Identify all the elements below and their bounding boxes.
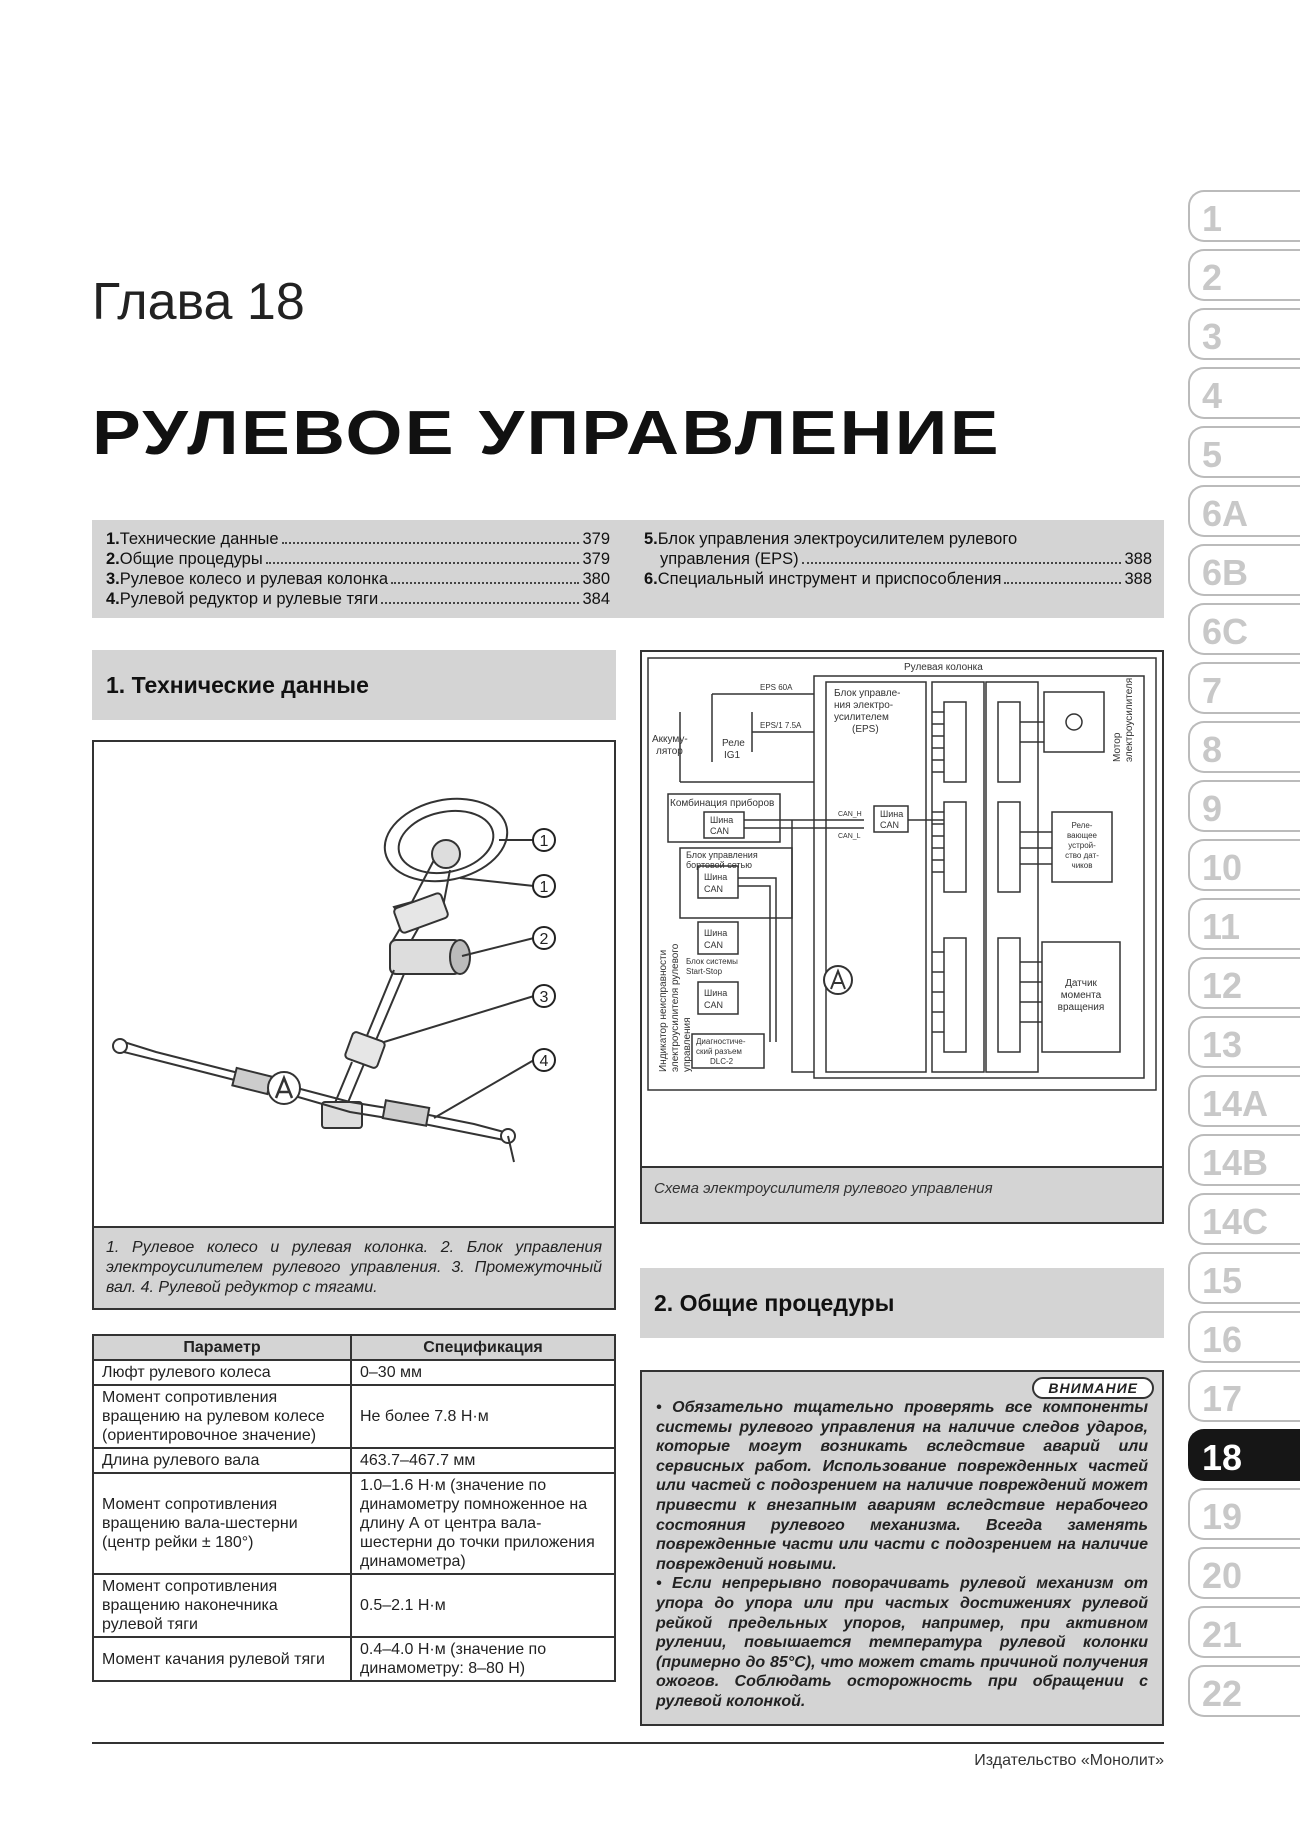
toc-item[interactable]: 5. Блок управления электроусилителем рулевого xyxy=(644,530,1018,548)
table-row: Момент сопротивления вращению наконечника рулевой тяги 0.5–2.1 Н·м xyxy=(93,1574,615,1637)
callout-3-label: 3 xyxy=(539,989,549,1006)
label-can-4: CAN xyxy=(704,1000,724,1010)
chapter-tab[interactable]: 13 xyxy=(1188,1016,1300,1068)
chapter-tab[interactable]: 8 xyxy=(1188,721,1300,773)
label-resolver-2: вающее xyxy=(1067,831,1097,840)
label-battery-2: лятор xyxy=(656,746,683,757)
chapter-tab[interactable]: 14A xyxy=(1188,1075,1300,1127)
label-bus-4: Шина xyxy=(704,988,728,998)
chapter-tab[interactable]: 1 xyxy=(1188,190,1300,242)
label-motor-2: электроусилителя xyxy=(1124,677,1135,762)
label-bus-1: Шина xyxy=(710,815,734,825)
label-motor-1: Мотор xyxy=(1112,732,1123,762)
label-resolver-4: ство дат- xyxy=(1065,851,1099,860)
label-bus-2: Шина xyxy=(704,872,728,882)
table-row: Длина рулевого вала 463.7–467.7 мм xyxy=(93,1448,615,1473)
table-row: Момент сопротивления вращению на рулевом колесе (ориентировочное значение) Не более 7.8 Н·м xyxy=(93,1385,615,1448)
section-heading-technical-data: 1. Технические данные xyxy=(92,650,616,720)
toc-item[interactable]: 6. Специальный инструмент и приспособления 388 xyxy=(644,570,1152,588)
toc-item[interactable]: 3. Рулевое колесо и рулевая колонка 380 xyxy=(106,570,610,588)
label-instrument-cluster: Комбинация приборов xyxy=(670,798,775,809)
monolit-logo-icon xyxy=(824,966,852,994)
label-eps-block-2: ния электро- xyxy=(834,700,894,711)
figure1-caption: 1. Рулевое колесо и рулевая колонка. 2. Блок управления электроусилителем рулевого управления. 3. Промежуточный вал. 4. Рулевой редуктор с тягами. xyxy=(92,1228,616,1310)
label-torque-3: вращения xyxy=(1057,1002,1105,1013)
label-bus-eps: Шина xyxy=(880,809,904,819)
label-fuse-1: EPS 60A xyxy=(760,683,793,692)
eps-wiring-diagram xyxy=(640,650,1164,1168)
chapter-tab[interactable]: 14B xyxy=(1188,1134,1300,1186)
chapter-tab[interactable]: 5 xyxy=(1188,426,1300,478)
label-resolver-5: чиков xyxy=(1071,861,1093,870)
label-bcm-1: Блок управления xyxy=(686,850,758,860)
callout-1a-label: 1 xyxy=(539,833,549,850)
label-relay-1: Реле xyxy=(722,738,745,749)
eps-wiring-drawing xyxy=(642,652,1162,1166)
callout-1b-label: 1 xyxy=(539,879,549,896)
table-row: Люфт рулевого колеса 0–30 мм xyxy=(93,1360,615,1385)
label-bus-3: Шина xyxy=(704,928,728,938)
chapter-tab[interactable]: 21 xyxy=(1188,1606,1300,1658)
table-header-row xyxy=(93,1335,615,1360)
figure2-caption: Схема электроусилителя рулевого управления xyxy=(640,1168,1164,1224)
chapter-tab[interactable]: 7 xyxy=(1188,662,1300,714)
chapter-tab[interactable]: 2 xyxy=(1188,249,1300,301)
chapter-tab[interactable]: 4 xyxy=(1188,367,1300,419)
label-can-h: CAN_H xyxy=(838,811,862,818)
toc-item[interactable]: 2. Общие процедуры 379 xyxy=(106,550,610,568)
spec-table xyxy=(92,1334,616,1682)
chapter-tab[interactable]: 12 xyxy=(1188,957,1300,1009)
label-indicator-2: электроусилителя рулевого xyxy=(670,943,681,1072)
callout-4-label: 4 xyxy=(539,1053,549,1070)
warning-paragraph-2: • Если непрерывно поворачивать рулевой механизм от упора до упора или при частых достижениях рулевой рейкой предельных упоров, например, при активном рулении, повышается температура рулевой колонки (примерно до 85°C), что может стать причиной получения ожогов. Соблюдать осторожность при обращении с рулевой колонкой. xyxy=(656,1575,1148,1710)
label-torque-2: момента xyxy=(1060,990,1102,1001)
label-start-stop-1: Блок системы xyxy=(686,957,738,966)
chapter-tab[interactable]: 22 xyxy=(1188,1665,1300,1717)
chapter-tab[interactable]: 14C xyxy=(1188,1193,1300,1245)
chapter-tab-active[interactable]: 18 xyxy=(1188,1429,1300,1481)
label-can-eps: CAN xyxy=(880,820,900,830)
toc-item[interactable]: 4. Рулевой редуктор и рулевые тяги 384 xyxy=(106,590,610,608)
label-indicator-1: Индикатор неисправности xyxy=(658,949,669,1072)
monolit-logo-icon xyxy=(268,1072,300,1104)
chapter-tab[interactable]: 19 xyxy=(1188,1488,1300,1540)
chapter-tab[interactable]: 6A xyxy=(1188,485,1300,537)
chapter-tabs xyxy=(1188,190,1300,1724)
warning-paragraph-1: • Обязательно тщательно проверять все компоненты системы рулевого управления на наличие следов ударов, которые могут возникать вследствие аварий или сервисных работ. Использование поврежденных частей или частей с подозрением на наличие повреждений может привести к внезапным авариям вследствие нерабочего состояния рулевого механизма. Всегда заменять поврежденные части или части с подозрением на наличие повреждений новыми. xyxy=(656,1399,1148,1573)
label-resolver-3: устрой- xyxy=(1068,841,1096,850)
chapter-tab[interactable]: 10 xyxy=(1188,839,1300,891)
label-torque-1: Датчик xyxy=(1065,978,1097,989)
label-indicator-3: управления xyxy=(682,1017,693,1072)
label-eps-block-3: усилителем xyxy=(834,712,889,723)
label-start-stop-2: Start-Stop xyxy=(686,967,723,976)
toc-item[interactable]: 1. Технические данные 379 xyxy=(106,530,610,548)
label-relay-2: IG1 xyxy=(724,750,741,761)
warning-badge: ВНИМАНИЕ xyxy=(1032,1377,1154,1399)
label-resolver-1: Реле- xyxy=(1071,821,1093,830)
label-can-3: CAN xyxy=(704,940,724,950)
label-battery-1: Аккуму- xyxy=(652,734,688,745)
chapter-tab[interactable]: 9 xyxy=(1188,780,1300,832)
footer-divider xyxy=(92,1742,1164,1744)
label-eps-block-1: Блок управле- xyxy=(834,688,901,699)
chapter-tab[interactable]: 17 xyxy=(1188,1370,1300,1422)
chapter-tab[interactable]: 11 xyxy=(1188,898,1300,950)
chapter-tab[interactable]: 3 xyxy=(1188,308,1300,360)
chapter-tab[interactable]: 20 xyxy=(1188,1547,1300,1599)
chapter-tab[interactable]: 6C xyxy=(1188,603,1300,655)
header-specification: Спецификация xyxy=(351,1335,615,1360)
section-heading-general-procedures: 2. Общие процедуры xyxy=(640,1268,1164,1338)
label-can-2: CAN xyxy=(704,884,724,894)
label-steering-column: Рулевая колонка xyxy=(904,662,983,673)
toc-item-continuation[interactable]: управления (EPS) 388 xyxy=(660,550,1152,568)
header-parameter: Параметр xyxy=(93,1335,351,1360)
label-bcm-2: бортовой сетью xyxy=(686,860,752,870)
table-row: Момент качания рулевой тяги 0.4–4.0 Н·м (значение по динамометру: 8–80 Н) xyxy=(93,1637,615,1681)
chapter-tab[interactable]: 6B xyxy=(1188,544,1300,596)
label-eps-block-4: (EPS) xyxy=(852,724,879,735)
callout-2-label: 2 xyxy=(539,931,549,948)
chapter-tab[interactable]: 15 xyxy=(1188,1252,1300,1304)
label-dlc-1: Диагностиче- xyxy=(696,1037,746,1046)
label-dlc-3: DLC-2 xyxy=(710,1057,734,1066)
chapter-number: Глава 18 xyxy=(92,273,305,331)
label-fuse-2: EPS/1 7.5A xyxy=(760,721,802,730)
label-dlc-2: ский разъем xyxy=(696,1047,742,1056)
publisher-name: Издательство «Монолит» xyxy=(974,1752,1164,1769)
warning-box xyxy=(640,1370,1164,1726)
chapter-tab[interactable]: 16 xyxy=(1188,1311,1300,1363)
steering-assembly-drawing xyxy=(94,742,614,1226)
label-can-1: CAN xyxy=(710,826,730,836)
table-of-contents xyxy=(92,520,1164,618)
steering-assembly-figure xyxy=(92,740,616,1228)
table-row: Момент сопротивления вращению вала-шестерни (центр рейки ± 180°) 1.0–1.6 Н·м (значение по динамометру помноженное на длину А от центра вала-шестерни до точки приложения динамометра) xyxy=(93,1473,615,1574)
page-title: РУЛЕВОЕ УПРАВЛЕНИЕ xyxy=(92,399,1001,468)
label-can-l: CAN_L xyxy=(838,833,861,840)
